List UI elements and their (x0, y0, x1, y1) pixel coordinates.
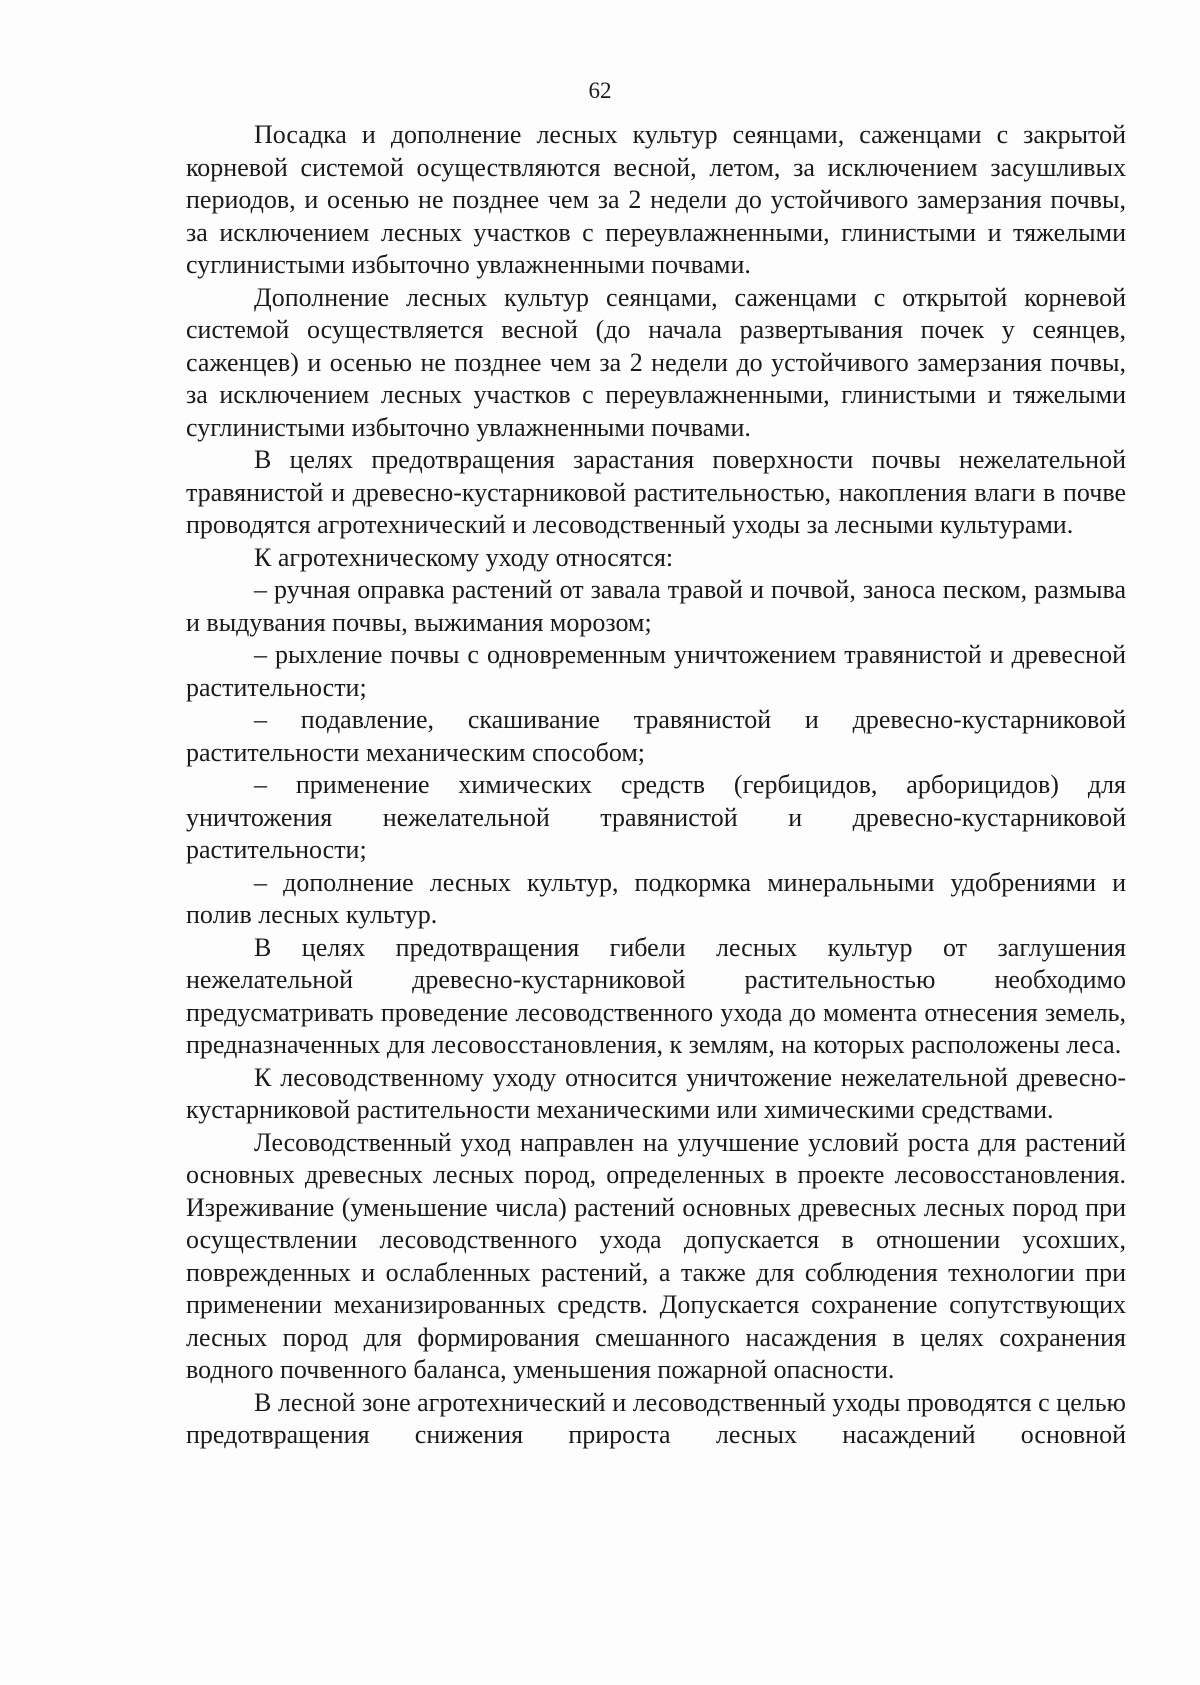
paragraph-planting-open-root: Дополнение лесных культур сеянцами, саженцами с открытой корневой системой осуществляется весной (до начала развертывания почек у сеянцев, саженцев) и осенью не позднее чем за 2 недели до устойчивого замерзания почвы, за исключением лесных участков с переувлажненными, глинистыми и тяжелыми суглинистыми избыточно увлажненными почвами. (186, 282, 1126, 442)
paragraph-agrotechnical-intro: К агротехническому уходу относятся: (254, 542, 674, 572)
list-item-manual-correction: – ручная оправка растений от завала травой и почвой, заноса песком, размыва и выдувания почвы, выжимания морозом; (186, 575, 1126, 637)
list-item-fertilizing: – дополнение лесных культур, подкормка минеральными удобрениями и полив лесных культур. (186, 867, 1126, 929)
paragraph-planting-closed-root: Посадка и дополнение лесных культур сеянцами, саженцами с закрытой корневой системой осуществляются весной, летом, за исключением засушливых периодов, и осенью не позднее чем за 2 недели до устойчивого замерзания почвы, за исключением лесных участков с переувлажненными, глинистыми и тяжелыми суглинистыми избыточно увлажненными почвами. (186, 120, 1126, 279)
paragraph-forest-zone: В лесной зоне агротехнический и лесоводственный уходы проводятся с целью предотвращения снижения прироста лесных насаждений основной (186, 1387, 1126, 1449)
paragraph-care-purpose: В целях предотвращения зарастания поверхности почвы нежелательной травянистой и древесно-кустарниковой растительностью, накопления влаги в почве проводятся агротехнический и лесоводственный уходы за лесными культурами. (186, 445, 1126, 539)
paragraph-silvicultural-definition: К лесоводственному уходу относится уничтожение нежелательной древесно-кустарниковой растительности механическими или химическими средствами. (186, 1062, 1126, 1124)
list-item-mowing: – подавление, скашивание травянистой и древесно-кустарниковой растительности механическим способом; (186, 705, 1126, 767)
document-body (186, 119, 1126, 1452)
page-number: 62 (588, 78, 612, 103)
paragraph-silvicultural-timing: В целях предотвращения гибели лесных культур от заглушения нежелательной древесно-кустарниковой растительностью необходимо предусматривать проведение лесоводственного ухода до момента отнесения земель, предназначенных для лесовосстановления, к землям, на которых расположены леса. (186, 932, 1126, 1059)
list-item-chemicals: – применение химических средств (гербицидов, арборицидов) для уничтожения нежелательной травянистой и древесно-кустарниковой растительности; (186, 770, 1126, 864)
list-item-loosening: – рыхление почвы с одновременным уничтожением травянистой и древесной растительности; (186, 640, 1126, 702)
paragraph-silvicultural-purpose: Лесоводственный уход направлен на улучшение условий роста для растений основных древесных лесных пород, определенных в проекте лесовосстановления. Изреживание (уменьшение числа) растений основных древесных лесных пород при осуществлении лесоводственного ухода допускается в отношении усохших, поврежденных и ослабленных растений, а также для соблюдения технологии при применении механизированных средств. Допускается сохранение сопутствующих лесных пород для формирования смешанного насаждения в целях сохранения водного почвенного баланса, уменьшения пожарной опасности. (186, 1127, 1126, 1384)
